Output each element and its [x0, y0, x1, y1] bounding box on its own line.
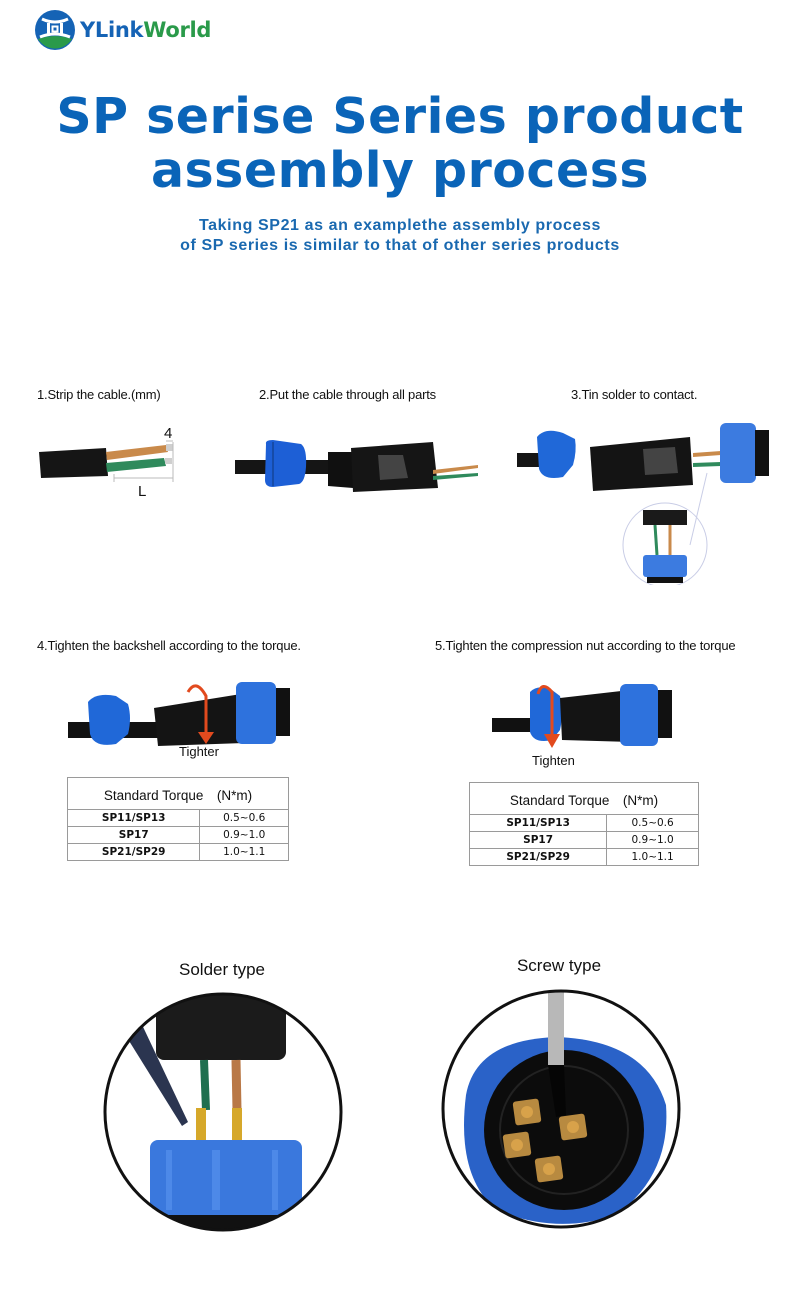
step-2-label: 2.Put the cable through all parts	[259, 387, 436, 402]
step-5-label: 5.Tighten the compression nut according to the torque	[435, 638, 736, 653]
tighten-nut-image	[490, 680, 680, 770]
solder-type-label: Solder type	[179, 960, 265, 979]
screw-type-label: Screw type	[516, 956, 602, 975]
torque-model: SP17	[470, 832, 607, 849]
page-subtitle: Taking SP21 as an examplethe assembly process of SP series is similar to that of other series products	[180, 217, 620, 254]
page-title: SP serise Series product assembly process	[56, 88, 744, 199]
svg-text:Tighten: Tighten	[532, 753, 575, 768]
step-1-label: 1.Strip the cable.(mm)	[37, 387, 161, 402]
brand-name: YLinkWorld	[80, 18, 212, 42]
torque-model: SP11/SP13	[470, 815, 607, 832]
svg-text:L: L	[138, 483, 147, 500]
svg-text:4: 4	[164, 425, 173, 442]
svg-text:Tighter: Tighter	[179, 744, 219, 759]
torque-model: SP21/SP29	[470, 849, 607, 866]
solder-contact-image	[515, 415, 800, 585]
screw-type-closeup-image	[436, 985, 686, 1233]
torque-table-header: Standard Torque (N*m)	[68, 778, 289, 810]
torque-table-2	[469, 782, 699, 866]
ylinkworld-logo-icon	[34, 9, 76, 51]
torque-value: 1.0~1.1	[200, 844, 289, 861]
torque-model: SP11/SP13	[68, 810, 200, 827]
torque-value: 0.5~0.6	[607, 815, 699, 832]
torque-table-1	[67, 777, 289, 861]
brand-logo	[34, 9, 211, 51]
torque-value: 0.9~1.0	[200, 827, 289, 844]
step-4-label: 4.Tighten the backshell according to the torque.	[37, 638, 301, 653]
torque-model: SP17	[68, 827, 200, 844]
torque-table-header: Standard Torque (N*m)	[470, 783, 699, 815]
stripped-cable-image	[36, 420, 186, 500]
cable-through-parts-image	[233, 420, 498, 500]
torque-value: 0.9~1.0	[607, 832, 699, 849]
solder-type-closeup-image	[96, 990, 351, 1235]
torque-model: SP21/SP29	[68, 844, 200, 861]
step-3-label: 3.Tin solder to contact.	[571, 387, 698, 402]
tighten-backshell-image	[66, 672, 296, 760]
torque-value: 0.5~0.6	[200, 810, 289, 827]
torque-value: 1.0~1.1	[607, 849, 699, 866]
